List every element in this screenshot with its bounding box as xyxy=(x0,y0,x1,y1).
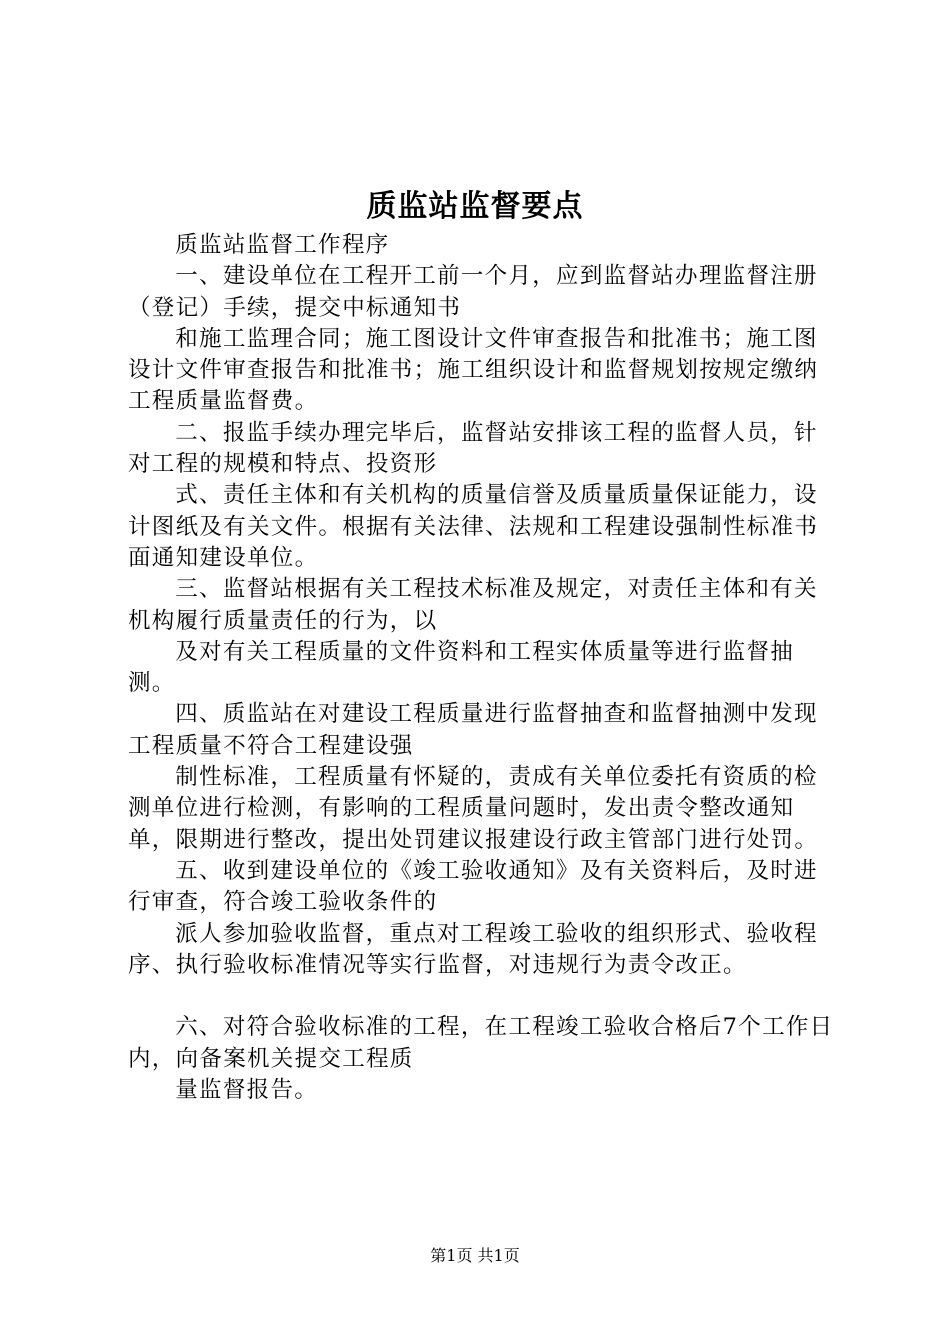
paragraph-item-4-part-1: 四、质监站在对建设工程质量进行监督抽查和监督抽测中发现工程质量不符合工程建设强 xyxy=(128,701,818,759)
paragraph-procedure-heading: 质监站监督工作程序 xyxy=(175,232,390,258)
paragraph-item-5-part-1: 五、收到建设单位的《竣工验收通知》及有关资料后，及时进行审查，符合竣工验收条件的 xyxy=(128,857,818,916)
paragraph-item-6-part-1: 六、对符合验收标准的工程，在工程竣工验收合格后7个工作日内，向备案机关提交工程质 xyxy=(128,1014,834,1072)
document-title: 质监站监督要点 xyxy=(366,189,584,224)
document-body xyxy=(128,230,838,1106)
paragraph-item-5-part-2: 派人参加验收监督，重点对工程竣工验收的组织形式、验收程序、执行验收标准情况等实行监督，对违规行为责令改正。 xyxy=(128,920,818,978)
page-footer: 第1页 共1页 xyxy=(430,1246,520,1265)
paragraph-item-2-part-2: 式、责任主体和有关机构的质量信誉及质量质量保证能力，设计图纸及有关文件。根据有关法律、法规和工程建设强制性标准书面通知建设单位。 xyxy=(128,482,819,571)
paragraph-item-3-part-1: 三、监督站根据有关工程技术标准及规定，对责任主体和有关机构履行质量责任的行为，以 xyxy=(128,576,818,634)
paragraph-item-1-part-2: 和施工监理合同；施工图设计文件审查报告和批准书；施工图设计文件审查报告和批准书；施工组织设计和监督规划按规定缴纳工程质量监督费。 xyxy=(128,325,819,415)
paragraph-item-3-part-2: 及对有关工程质量的文件资料和工程实体质量等进行监督抽测。 xyxy=(128,638,795,697)
paragraph-item-1-part-1: 一、建设单位在工程开工前一个月，应到监督站办理监督注册（登记）手续，提交中标通知书 xyxy=(128,263,818,321)
paragraph-spacer xyxy=(128,981,838,1012)
paragraph-item-4-part-2: 制性标准，工程质量有怀疑的，责成有关单位委托有资质的检测单位进行检测，有影响的工程质量问题时，发出责令整改通知单，限期进行整改，提出处罚建议报建设行政主管部门进行处罚。 xyxy=(128,764,819,853)
paragraph-item-2-part-1: 二、报监手续办理完毕后，监督站安排该工程的监督人员，针对工程的规模和特点、投资形 xyxy=(128,419,818,478)
paragraph-item-6-part-2: 量监督报告。 xyxy=(175,1077,319,1104)
